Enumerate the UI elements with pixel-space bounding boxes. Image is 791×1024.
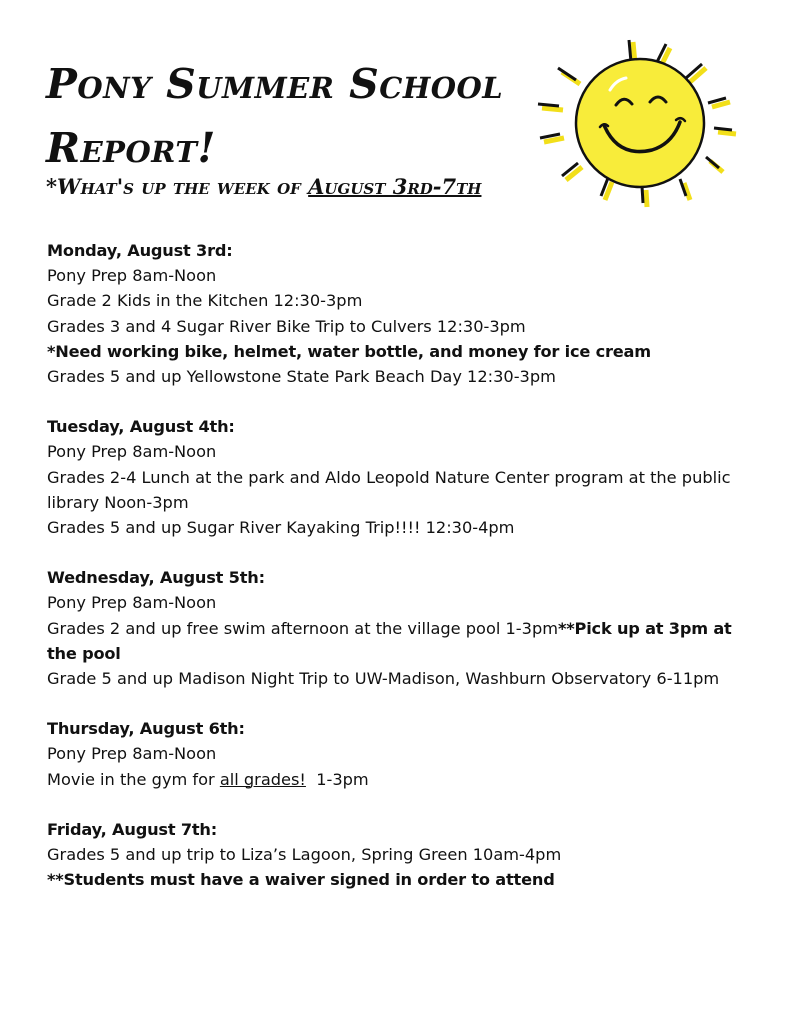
subtitle-prefix: *What's up the week of <box>46 174 309 199</box>
schedule-line: Grades 3 and 4 Sugar River Bike Trip to Culvers 12:30-3pm <box>47 316 526 336</box>
smiling-sun-icon <box>530 30 755 215</box>
day-tuesday <box>47 414 747 540</box>
day-wednesday <box>47 565 747 691</box>
day-monday <box>47 238 747 389</box>
day-heading: Tuesday, August 4th: <box>47 417 235 437</box>
schedule-line: Grades 2-4 Lunch at the park and Aldo Leopold Nature Center program at the public library Noon-3pm <box>47 467 731 512</box>
subtitle-dates: August 3rd-7th <box>308 174 482 199</box>
schedule-line: Grade 2 Kids in the Kitchen 12:30-3pm <box>47 291 363 311</box>
schedule-line: Grades 5 and up trip to Liza’s Lagoon, Spring Green 10am-4pm <box>47 845 562 865</box>
schedule-line <box>47 767 747 792</box>
schedule-line-time: 1-3pm <box>305 769 369 789</box>
all-grades-text: all grades! <box>219 769 306 789</box>
schedule-line: Pony Prep 8am-Noon <box>47 744 217 764</box>
page-title: Pony Summer School Report! <box>46 60 504 172</box>
schedule-note: *Need working bike, helmet, water bottle, and money for ice cream <box>47 341 651 361</box>
schedule-note: **Pick up at 3pm at the pool <box>47 618 732 663</box>
schedule-line: Grades 5 and up Sugar River Kayaking Trip!!!! 12:30-4pm <box>47 518 515 538</box>
schedule-line: Pony Prep 8am-Noon <box>47 266 217 286</box>
day-thursday <box>47 716 747 792</box>
schedule-line <box>47 616 747 666</box>
day-heading: Thursday, August 6th: <box>47 719 245 739</box>
schedule-line: Grades 5 and up Yellowstone State Park Beach Day 12:30-3pm <box>47 367 556 387</box>
schedule-line-text: Grades 2 and up free swim afternoon at the village pool 1-3pm <box>47 618 558 638</box>
day-heading: Monday, August 3rd: <box>47 241 233 260</box>
schedule-line: Grade 5 and up Madison Night Trip to UW-Madison, Washburn Observatory 6-11pm <box>47 669 720 689</box>
day-heading: Friday, August 7th: <box>47 819 218 839</box>
day-friday <box>47 817 747 893</box>
subtitle <box>46 172 481 202</box>
schedule-line: Pony Prep 8am-Noon <box>47 442 217 462</box>
schedule-note: **Students must have a waiver signed in order to attend <box>47 870 555 890</box>
schedule-line-text: Movie in the gym for <box>47 769 220 789</box>
schedule <box>47 238 747 917</box>
day-heading: Wednesday, August 5th: <box>47 568 265 588</box>
schedule-line: Pony Prep 8am-Noon <box>47 593 217 613</box>
